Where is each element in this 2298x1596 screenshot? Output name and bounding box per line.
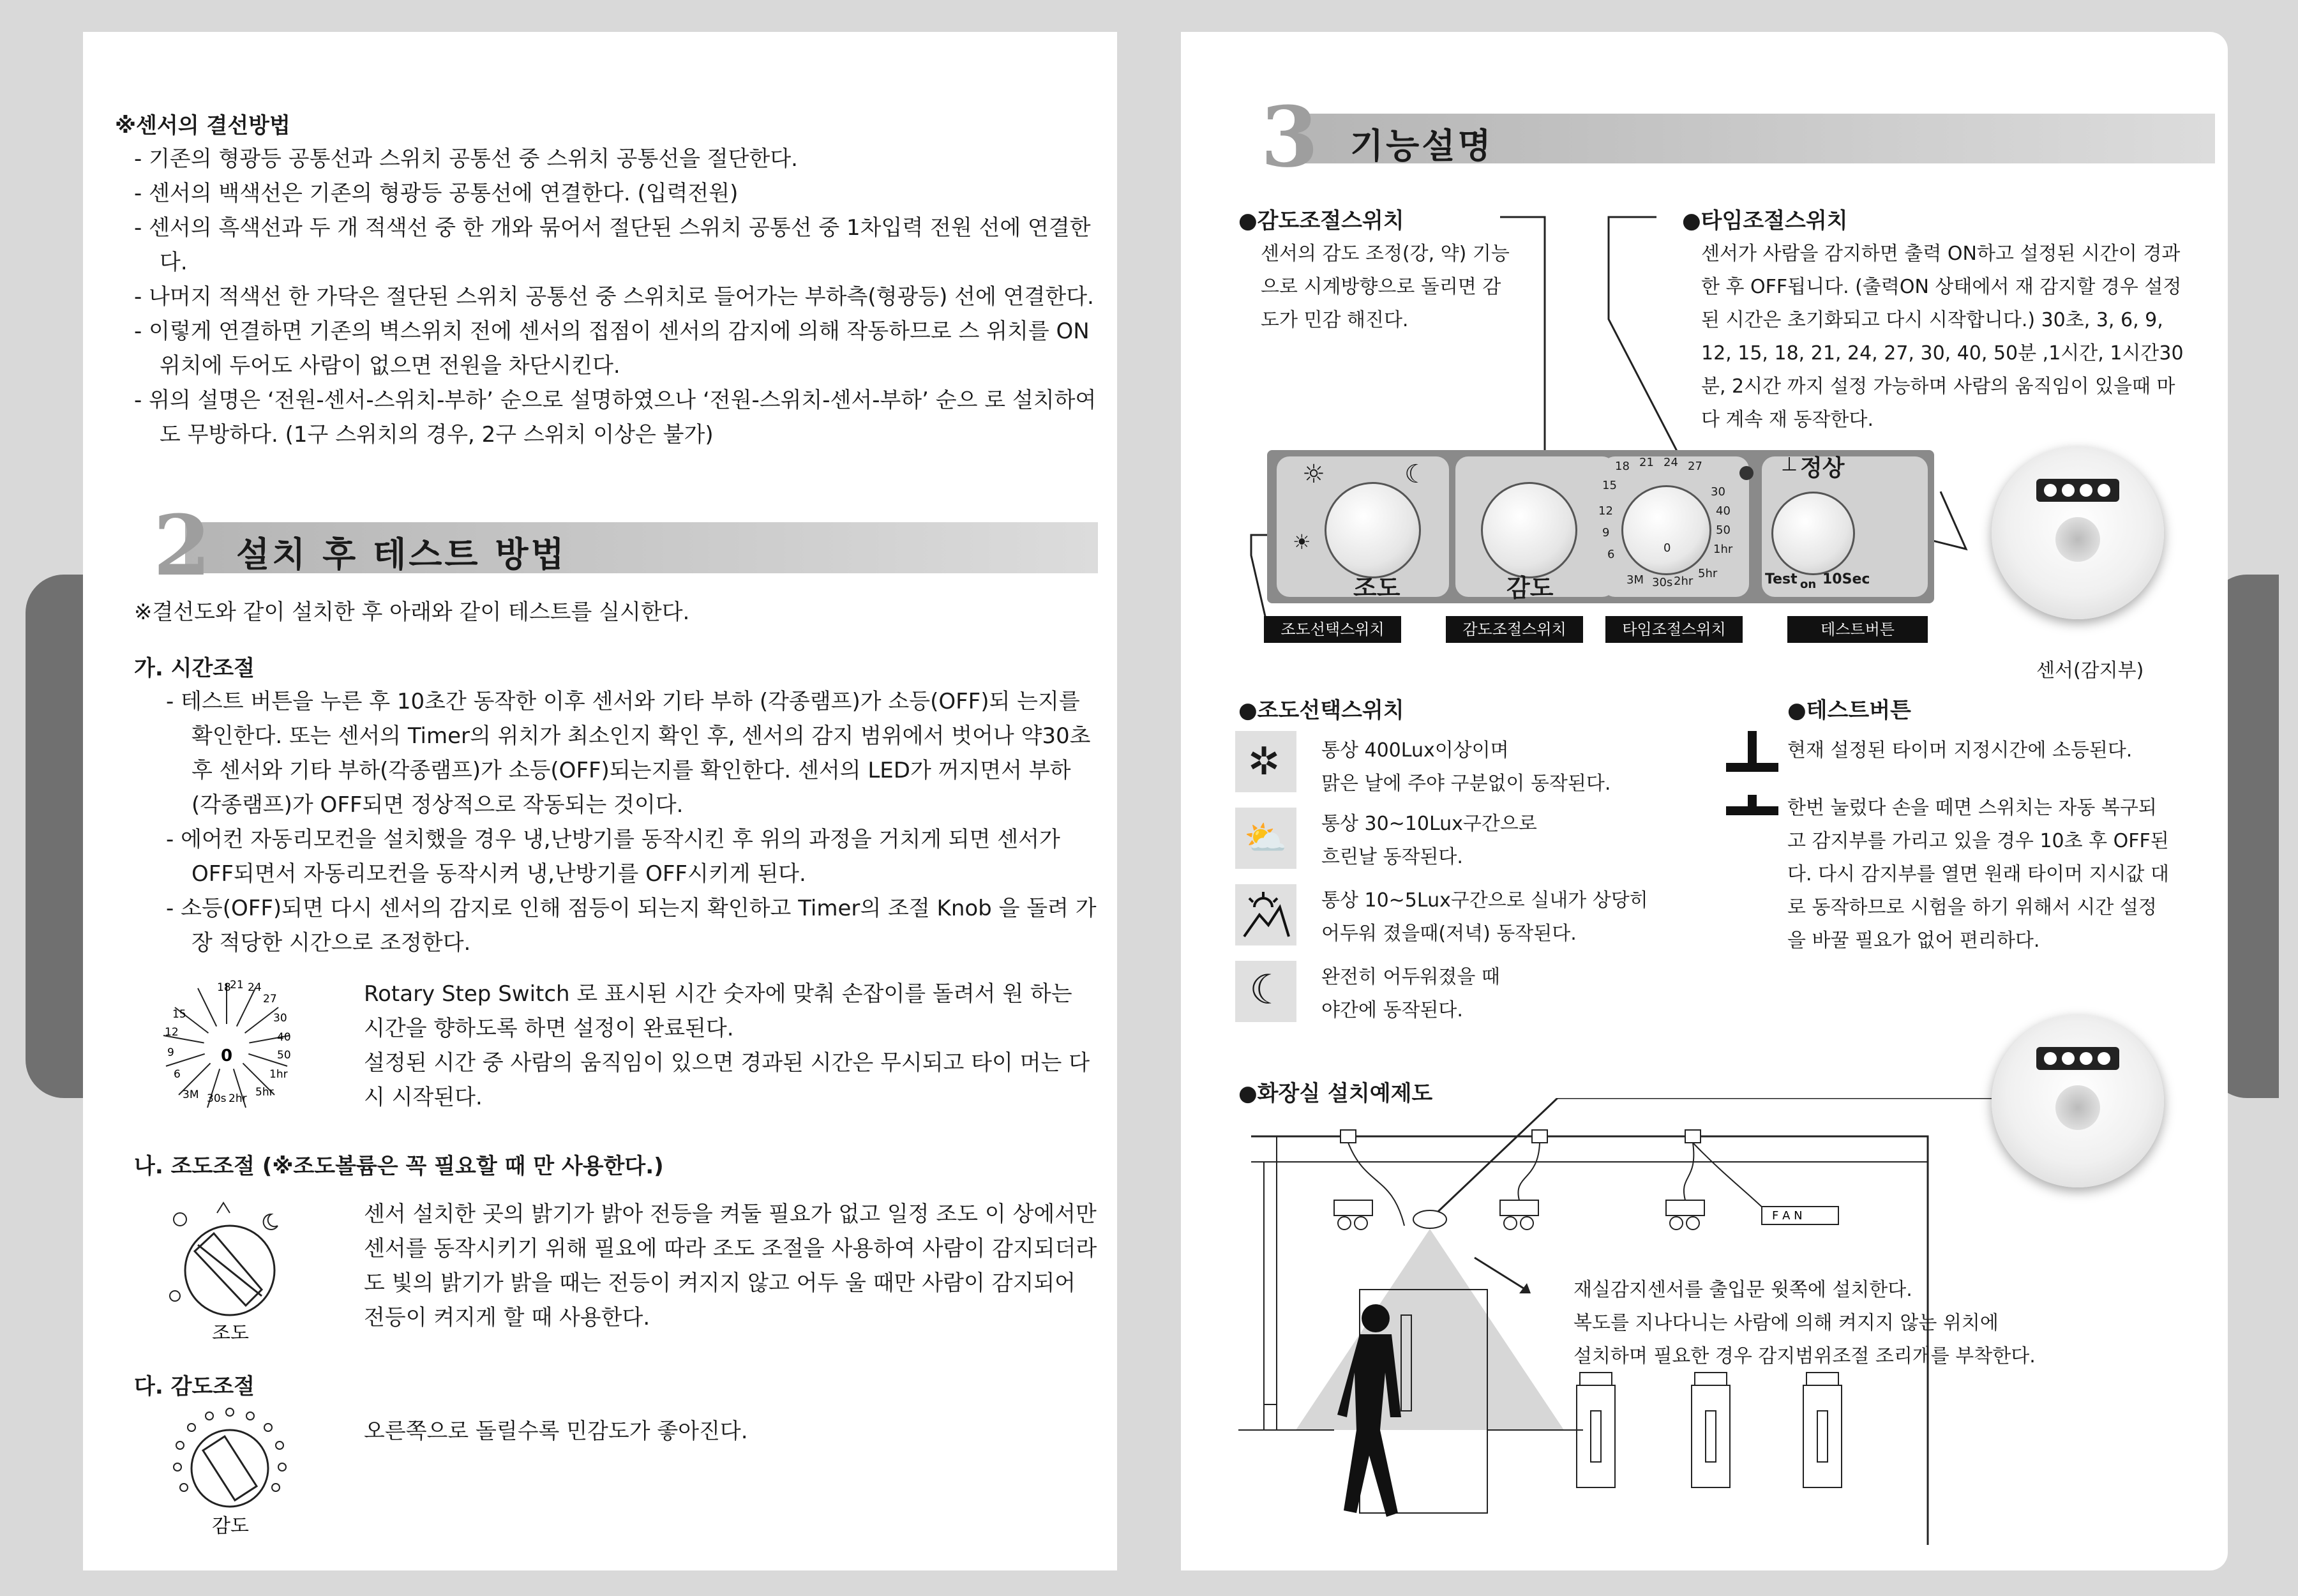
sensitivity-knob-label: 감도 — [212, 1515, 249, 1537]
dial-label: 2hr — [229, 1092, 247, 1105]
timer-number: 15 — [1602, 479, 1617, 492]
timer-number: 30s — [1652, 576, 1673, 589]
dusk-icon — [217, 1203, 230, 1213]
timer-number: 3M — [1626, 573, 1644, 587]
dial-label: 27 — [263, 993, 277, 1005]
toilet-stalls — [1577, 1373, 1842, 1487]
dial-label: 30 — [273, 1012, 287, 1025]
dial-label: 0 — [221, 1046, 233, 1065]
lux-select-knob[interactable] — [1325, 482, 1421, 578]
section2-intro: ※결선도와 같이 설치한 후 아래와 같이 테스트를 실시한다. — [134, 599, 690, 625]
da-desc: 오른쪽으로 돌릴수록 민감도가 좋아진다. — [364, 1419, 748, 1444]
sensitivity-knob-diagram — [166, 1404, 294, 1539]
lux-item-line: 맑은 날에 주야 구분없이 동작된다. — [1321, 772, 1611, 795]
sensor-photo — [1992, 447, 2164, 619]
dial-label: 21 — [230, 979, 244, 991]
timer-number: 50 — [1716, 523, 1731, 537]
lux-item — [1321, 734, 1611, 801]
ga-item: - 에어컨 자동리모컨을 설치했을 경우 냉,난방기를 동작시킨 후 위의 과정을 거치게 되면 센서가 OFF되면서 자동리모컨을 동작시켜 냉,난방기를 OFF시키게 된다. — [166, 827, 1060, 887]
timer-number: 2hr — [1674, 575, 1693, 588]
dial-label: 9 — [167, 1046, 174, 1059]
sens-title: ●감도조절스위치 — [1238, 208, 1404, 234]
switch-label: 감도조절스위치 — [1446, 616, 1583, 643]
moon-icon — [264, 1214, 278, 1230]
section2-number: 2 — [153, 497, 211, 594]
timer-number: 12 — [1598, 504, 1613, 518]
timer-number: 9 — [1602, 526, 1610, 539]
timer-number: 18 — [1615, 460, 1630, 473]
timer-number: 6 — [1607, 548, 1615, 561]
timer-number: 0 — [1663, 541, 1671, 555]
lux-item-line: 통상 400Lux이상이며 — [1321, 739, 1509, 762]
dusk-icon — [1240, 889, 1291, 940]
test-button[interactable] — [1771, 492, 1855, 575]
dial-label: 24 — [248, 981, 262, 994]
wiring-item: - 센서의 백색선은 기존의 형광등 공통선에 연결한다. (입력전원) — [134, 181, 739, 206]
panel-label-10sec: 10Sec — [1822, 571, 1870, 587]
sun-icon — [170, 1291, 180, 1301]
lux-knob-diagram — [166, 1200, 294, 1347]
timer-number: 5hr — [1698, 567, 1718, 580]
wiring-title: ※센서의 결선방법 — [115, 113, 290, 139]
wiring-item: - 위의 설명은 ‘전원-센서-스위치-부하’ 순으로 설명하였으나 ‘전원-스위치-센서-부하’ 순으 로 설치하여도 무방하다. (1구 스위치의 경우, 2구 스위치 이상은 불가) — [134, 388, 1097, 448]
dial-label: 5hr — [255, 1086, 274, 1099]
panel-label-sens: 감도 — [1506, 574, 1554, 602]
ga-desc — [364, 977, 1098, 1115]
dial-label: 50 — [277, 1049, 291, 1062]
switch-label: 테스트버튼 — [1787, 616, 1928, 643]
lux-icon-box — [1235, 731, 1296, 792]
lux-icon-box — [1235, 961, 1296, 1022]
button-pressed-icon — [1724, 795, 1781, 827]
test-title: ●테스트버튼 — [1787, 698, 1911, 723]
timer-panel-numbers — [1598, 456, 1749, 589]
test-item: 현재 설정된 타이머 지정시간에 소등된다. — [1787, 739, 2133, 762]
timer-number: 30 — [1711, 485, 1725, 499]
panel-label-normal: 정상 — [1800, 455, 1845, 481]
lux-icon-box — [1235, 884, 1296, 945]
bathroom-title: ●화장실 설치예제도 — [1238, 1081, 1433, 1106]
bathroom-desc — [1573, 1274, 2036, 1373]
lux-item — [1321, 808, 1537, 874]
wiring-list — [134, 142, 1104, 452]
moon-icon: ☾ — [1249, 967, 1286, 1014]
lux-item-line: 야간에 동작된다. — [1321, 999, 1463, 1021]
na-desc: 센서 설치한 곳의 밝기가 밝아 전등을 켜둘 필요가 없고 일정 조도 이 상에서만 센서를 동작시키기 위해 필요에 따라 조도 조절을 사용하여 사람이 감지되더라도 빛의 밝기가 밝을 때는 전등이 켜지지 않고 어두 울 때만 사람이 감지되어 전등이 켜지게 할 때 사용한다. — [364, 1201, 1097, 1330]
wiring-item: - 나머지 적색선 한 가닥은 절단된 스위치 공통선 중 스위치로 들어가는 부하측(형광등) 선에 연결한다. — [134, 284, 1094, 310]
sensor-caption: 센서(감지부) — [2036, 659, 2144, 682]
da-title: 다. 감도조절 — [134, 1374, 255, 1399]
panel-label-lux: 조도 — [1353, 574, 1401, 602]
fan-label: F A N — [1772, 1209, 1803, 1223]
lux-item-line: 흐린날 동작된다. — [1321, 846, 1463, 868]
timer-number: 21 — [1639, 456, 1654, 469]
lux-title: ●조도선택스위치 — [1238, 698, 1404, 723]
lux-icon-box — [1235, 808, 1296, 869]
led-indicator — [1739, 466, 1754, 480]
section2-title: 설치 후 테스트 방법 — [236, 534, 567, 575]
wiring-item: - 기존의 형광등 공통선과 스위치 공통선 중 스위치 공통선을 절단한다. — [134, 146, 798, 172]
ga-desc-line: Rotary Step Switch 로 표시된 시간 숫자에 맞춰 손잡이를 돌려서 원 하는 시간을 향하도록 하면 설정이 완료된다. — [364, 981, 1072, 1041]
timer-title: ●타임조절스위치 — [1682, 208, 1848, 234]
push-icon: ⊥ — [1781, 453, 1798, 476]
button-released-icon — [1724, 731, 1781, 776]
dial-label: 40 — [277, 1031, 291, 1044]
timer-number: 1hr — [1713, 543, 1733, 556]
detection-area — [1296, 1229, 1564, 1430]
sensitivity-knob[interactable] — [1481, 482, 1577, 578]
panel-label-on: on — [1800, 578, 1817, 591]
timer-number: 40 — [1716, 504, 1731, 518]
lux-item-line: 어두워 졌을때(저녁) 동작된다. — [1321, 922, 1577, 945]
sun-icon: ☀ — [1293, 530, 1311, 554]
moon-icon: ☾ — [1404, 460, 1427, 489]
cloudy-sun-icon: ⛅ — [1244, 818, 1288, 858]
timer-number: 24 — [1663, 456, 1678, 469]
sun-icon: ✲ — [1248, 739, 1280, 784]
lux-item — [1321, 884, 1648, 951]
bathroom-desc-line: 재실감지센서를 출입문 윗쪽에 설치한다. — [1573, 1279, 1912, 1301]
sens-desc: 센서의 감도 조정(강, 약) 기능으로 시계방향으로 돌리면 감도가 민감 해진다. — [1261, 243, 1510, 331]
wiring-item: - 이렇게 연결하면 기존의 벽스위치 전에 센서의 접점이 센서의 감지에 의해 작동하므로 스 위치를 ON 위치에 두어도 사람이 없으면 전원을 차단시킨다. — [134, 319, 1090, 379]
wiring-item: - 센서의 흑색선과 두 개 적색선 중 한 개와 묶어서 절단된 스위치 공통선 중 1차입력 전원 선에 연결한다. — [134, 215, 1091, 275]
ga-item: - 소등(OFF)되면 다시 센서의 감지로 인해 점등이 되는지 확인하고 Timer의 조절 Knob 을 돌려 가장 적당한 시간으로 조정한다. — [166, 896, 1097, 956]
sun-icon — [174, 1213, 186, 1226]
na-title: 나. 조도조절 (※조도볼륨은 꼭 필요할 때 만 사용한다.) — [134, 1154, 664, 1179]
bathroom-desc-line: 설치하며 필요한 경우 감지범위조절 조리개를 부착한다. — [1573, 1345, 2036, 1367]
sensor-lens — [2055, 517, 2100, 562]
switch-label: 타임조절스위치 — [1605, 616, 1743, 643]
lux-item — [1321, 961, 1500, 1027]
dial-label: 12 — [165, 1026, 179, 1039]
person-silhouette-icon — [1337, 1304, 1401, 1517]
timer-number: 27 — [1688, 460, 1702, 473]
ceiling-sensor-icon — [1413, 1210, 1446, 1228]
timer-dial-diagram — [153, 977, 300, 1117]
panel-label-test: Test — [1765, 571, 1798, 587]
timer-desc: 센서가 사람을 감지하면 출력 ON하고 설정된 시간이 경과한 후 OFF됩니다. (출력ON 상태에서 재 감지할 경우 설정된 시간은 초기화되고 다시 시작합니다.) 30초, 3, 6, 9, 12, 15, 18, 21, 24, 27, 30, 40, 50분 ,1시간, 1시간30분, 2시간 까지 설정 가능하며 사람의 움직임이 있을때 마다 계속 재 동작한다. — [1701, 243, 2184, 431]
dial-label: 15 — [172, 1008, 186, 1021]
lux-item-line: 통상 30~10Lux구간으로 — [1321, 813, 1537, 835]
ga-title: 가. 시간조절 — [134, 656, 255, 681]
dial-label: 18 — [217, 981, 231, 994]
dial-label: 3M — [183, 1088, 199, 1101]
switch-label: 조도선택스위치 — [1264, 616, 1401, 643]
sun-icon: ☼ — [1302, 460, 1325, 489]
section3-title: 기능설명 — [1350, 126, 1494, 166]
dial-label: 30s — [207, 1092, 227, 1105]
lux-item-line: 통상 10~5Lux구간으로 실내가 상당히 — [1321, 889, 1648, 912]
lux-knob-label: 조도 — [212, 1322, 249, 1344]
lux-item-line: 완전히 어두워졌을 때 — [1321, 966, 1500, 988]
dial-label: 1hr — [269, 1068, 288, 1081]
ga-item: - 테스트 버튼을 누른 후 10초간 동작한 이후 센서와 기타 부하 (각종램프)가 소등(OFF)되 는지를 확인한다. 또는 센서의 Timer의 위치가 최소인지 확인 후, 센서의 감지 범위에서 벗어나 약30초후 센서와 기타 부하(각종램프)가 소등(OFF)되는지를 확인한다. 센서의 LED가 꺼지면서 부하(각종램프)가 OFF되면 정상적으로 작동되는 것이다. — [166, 689, 1091, 818]
ga-list — [166, 684, 1098, 960]
ga-desc-line: 설정된 시간 중 사람의 움직임이 있으면 경과된 시간은 무시되고 타이 머는 다시 시작된다. — [364, 1050, 1090, 1110]
bathroom-desc-line: 복도를 지나다니는 사람에 의해 켜지지 않는 위치에 — [1573, 1312, 1999, 1334]
test-item: 한번 눌렀다 손을 떼면 스위치는 자동 복구되고 감지부를 가리고 있을 경우 10초 후 OFF된다. 다시 감지부를 열면 원래 타이머 지시값 대로 동작하므로 시험을 하기 위해서 시간 설정을 바꿀 필요가 없어 편리하다. — [1787, 797, 2169, 952]
section3-number: 3 — [1261, 88, 1319, 186]
dial-label: 6 — [174, 1068, 181, 1081]
